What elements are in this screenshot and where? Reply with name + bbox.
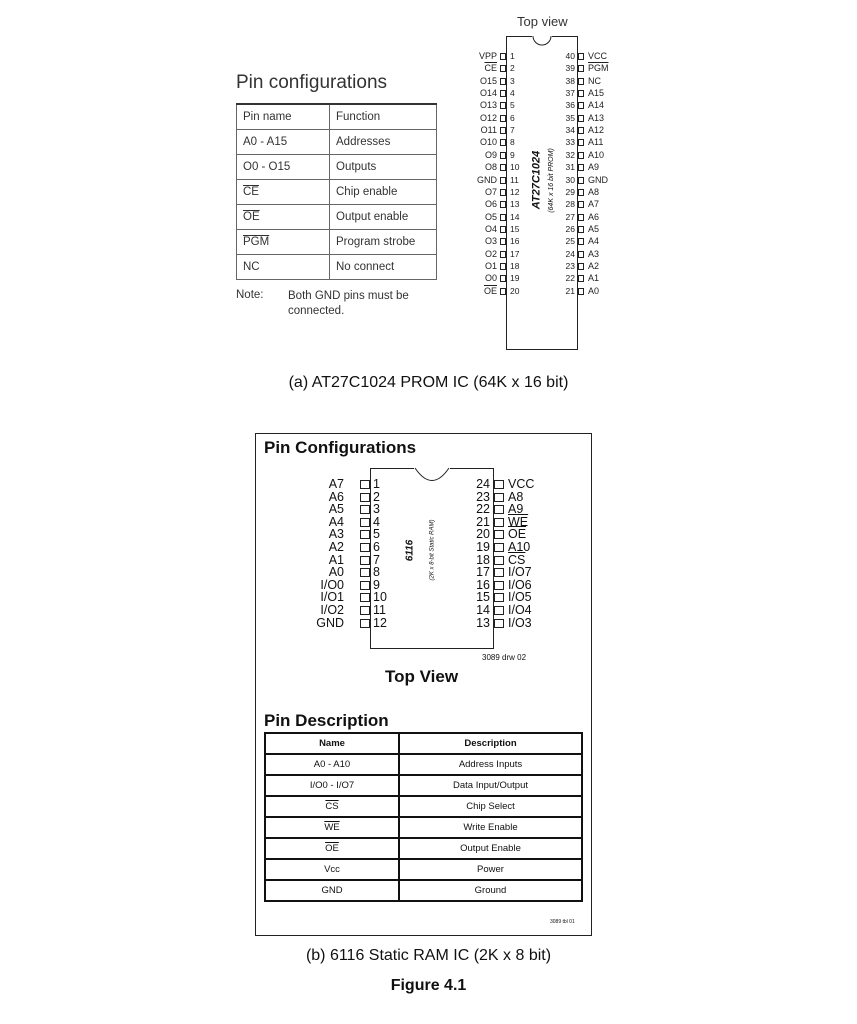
fig-a-pin-name-cell [237, 130, 330, 155]
fig-a-right-pin-box [578, 90, 584, 97]
fig-b-description-table [264, 732, 583, 902]
fig-a-table-body [237, 130, 437, 280]
fig-b-right-pin-name: I/O3 [508, 615, 532, 630]
fig-a-right-pin-box [578, 53, 584, 60]
fig-a-table-header-row [237, 104, 437, 130]
fig-a-right-pin-number: 40 [565, 51, 575, 61]
fig-a-left-pin-name: GND [477, 174, 497, 185]
fig-b-right-pin-box [494, 568, 504, 577]
fig-a-left-pin-number: 2 [510, 63, 515, 74]
fig-a-right-pin-name: A13 [588, 112, 605, 123]
fig-a-left-pin-number: 14 [510, 211, 520, 222]
fig-a-right-pin-name: A5 [588, 223, 600, 234]
fig-b-left-pin-number: 7 [373, 552, 380, 567]
fig-b-table-label: 3089 tbl 01 [550, 919, 575, 925]
fig-a-left-pin-number: 7 [510, 125, 515, 136]
fig-b-left-pin-name: I/O1 [320, 590, 344, 605]
fig-b-right-pin-box [494, 619, 504, 628]
fig-b-right-pin-number: 13 [476, 615, 490, 630]
fig-b-left-pin-box [360, 530, 370, 539]
fig-a-caption: (a) AT27C1024 PROM IC (64K x 16 bit) [288, 374, 569, 391]
fig-a-left-pin-box [500, 201, 506, 208]
fig-b-right-pin-number: 14 [476, 603, 490, 617]
fig-b-left-pin-number: 5 [373, 527, 380, 542]
fig-a-right-pin-box [578, 115, 584, 122]
fig-b-right-pin-box [494, 505, 504, 514]
fig-a-right-pin-box [578, 214, 584, 221]
fig-b-pin-description: Chip Select [399, 796, 582, 817]
fig-b-pin-name: $\overline{CS}$ [325, 801, 339, 812]
fig-b-left-pin-name: GND [316, 615, 344, 630]
fig-a-left-pin-number: 20 [510, 285, 520, 296]
fig-a-right-pin-name: A11 [588, 137, 604, 148]
fig-b-left-pin-box [360, 593, 370, 602]
fig-b-right-pin-box [494, 530, 504, 539]
fig-b-right-pin-box [494, 493, 504, 502]
fig-a-right-pin-box [578, 201, 584, 208]
fig-a-left-pin-box [500, 189, 506, 196]
fig-a-left-pin-number: 16 [510, 236, 520, 247]
fig-a-left-pin-number: 18 [510, 260, 520, 271]
fig-b-caption: (b) 6116 Static RAM IC (2K x 8 bit) [305, 947, 552, 964]
fig-a-left-pin-name: $\overline{CE}$ [484, 63, 497, 74]
figure-caption: Figure 4.1 [390, 977, 467, 994]
fig-a-left-pin-number: 17 [510, 248, 520, 259]
fig-a-right-pin-number: 37 [565, 88, 575, 99]
fig-a-left-pin-number: 3 [510, 75, 515, 86]
fig-b-pin-name: A0 - A10 [313, 759, 351, 770]
fig-b-pin-description: Ground [399, 880, 582, 901]
fig-a-left-pin-number: 10 [510, 162, 520, 173]
fig-a-left-pin-box [500, 288, 506, 295]
fig-a-pin-name: $\overline{CE}$ [243, 186, 259, 198]
fig-b-pin-name: $\overline{WE}$ [324, 822, 340, 833]
fig-b-left-pin-box [360, 556, 370, 565]
fig-b-right-pin-number: 21 [476, 514, 490, 529]
fig-b-left-pin-name: A2 [328, 540, 344, 554]
fig-a-left-pin-name: O6 [484, 199, 497, 210]
fig-b-left-pin-name: A5 [328, 502, 344, 517]
fig-a-left-pin-box [500, 127, 506, 134]
fig-a-right-pin-name: A14 [588, 100, 605, 111]
fig-b-left-pin-number: 6 [373, 540, 380, 554]
fig-b-left-pin-number: 12 [373, 615, 387, 630]
fig-a-left-pin-box [500, 65, 506, 72]
fig-a-chip-desc: (64K x 16 bit PROM) [547, 147, 555, 213]
fig-a-right-pin-number: 35 [565, 112, 575, 123]
fig-a-right-pin-name: A12 [588, 125, 605, 136]
fig-a-left-pin-number: 15 [510, 223, 520, 234]
fig-a-left-pin-name: O9 [484, 149, 497, 160]
fig-b-right-pin-name: A9 [508, 502, 524, 517]
fig-a-left-pin-box [500, 177, 506, 184]
fig-b-left-pin-box [360, 581, 370, 590]
fig-a-right-pin-name: A4 [588, 236, 600, 247]
fig-a-left-pin-name: $\overline{OE}$ [483, 285, 497, 296]
fig-b-table-header-row [265, 733, 582, 754]
fig-a-left-pin-name: O0 [484, 273, 497, 284]
fig-a-left-pin-name: O4 [484, 223, 497, 234]
fig-a-left-pin-box [500, 251, 506, 258]
fig-b-right-pin-name: I/O6 [508, 577, 532, 592]
fig-a-right-pin-name: $\overline{PGM}$ [588, 63, 609, 74]
fig-a-left-pin-number: 19 [510, 273, 520, 284]
fig-b-table-body [265, 754, 582, 901]
fig-b-left-pin-number: 11 [373, 603, 386, 617]
fig-b-right-pin-name: VCC [508, 477, 535, 491]
fig-a-table-row [237, 205, 437, 230]
fig-b-top-view-label: Top View [385, 667, 459, 686]
fig-a-left-pin-box [500, 263, 506, 270]
fig-a-right-pin-name: A6 [588, 211, 600, 222]
fig-a-right-pin-number: 32 [565, 149, 575, 160]
fig-b-pin-description: Data Input/Output [399, 775, 582, 796]
fig-a-note-text: Both GND pins must be connected. [288, 290, 409, 317]
fig-b-right-pin-box [494, 480, 504, 489]
fig-b-left-pin-box [360, 619, 370, 628]
fig-a-right-pin-number: 27 [565, 211, 575, 222]
fig-a-left-pin-box [500, 90, 506, 97]
fig-a-right-pin-box [578, 226, 584, 233]
fig-b-left-pin-name: A4 [328, 514, 344, 529]
fig-a-left-pin-name: O1 [484, 260, 497, 271]
fig-b-right-pin-name: $\overline{CS}$ [508, 552, 526, 567]
fig-b-right-pin-name: I/O4 [508, 603, 532, 617]
fig-a-right-pin-number: 29 [565, 186, 575, 197]
fig-a-left-pin-name: O12 [479, 112, 497, 123]
fig-a-right-pin-number: 24 [565, 248, 575, 259]
fig-a-left-pin-number: 1 [510, 51, 515, 61]
fig-a-chip-name: AT27C1024 [529, 150, 542, 210]
fig-b-right-pin-box [494, 581, 504, 590]
fig-a-pin-name: $\overline{OE}$ [243, 211, 260, 223]
fig-a-left-pin-box [500, 53, 506, 60]
fig-a-right-pin-box [578, 139, 584, 146]
fig-b-table-row [265, 859, 582, 880]
fig-a-left-pin-box [500, 152, 506, 159]
fig-b-left-pin-name: A6 [328, 489, 344, 504]
fig-a-right-pin-box [578, 288, 584, 295]
fig-b-drawing-label: 3089 drw 02 [482, 653, 527, 662]
fig-a-right-pin-number: 38 [565, 75, 575, 86]
fig-a-pin-name: A0 - A15 [243, 136, 288, 148]
fig-b-left-pin-name: I/O2 [320, 603, 344, 617]
fig-b-left-pin-name: I/O0 [320, 577, 344, 592]
fig-a-left-pin-name: VPP [478, 51, 497, 61]
fig-a-pin-name-cell [237, 180, 330, 205]
fig-a-right-pin-name: VCC [588, 51, 608, 61]
fig-b-left-pin-number: 1 [373, 477, 380, 491]
fig-a-right-pin-box [578, 164, 584, 171]
fig-b-name-cell [265, 775, 399, 796]
fig-b-title: Pin Configurations [264, 438, 417, 457]
fig-a-pin-name: O0 - O15 [243, 161, 291, 173]
fig-a-right-pin-number: 34 [565, 125, 575, 136]
fig-b-pin-name: Vcc [324, 864, 340, 875]
fig-b-left-pin-name: A7 [328, 477, 344, 491]
fig-a-pin-name: NC [243, 261, 260, 273]
fig-b-table-row [265, 880, 582, 901]
fig-a-pin-function: Output enable [330, 205, 437, 230]
fig-a-left-pin-number: 5 [510, 100, 515, 111]
fig-a-left-pin-box [500, 238, 506, 245]
fig-a-right-pin-name: A1 [588, 273, 600, 284]
fig-b-left-pin-name: A3 [328, 527, 344, 542]
fig-a-table-row [237, 180, 437, 205]
fig-b-pin-name: $\overline{OE}$ [325, 843, 339, 854]
fig-a-left-pin-box [500, 102, 506, 109]
fig-b-header-description: Description [399, 733, 582, 754]
fig-a-right-pin-number: 25 [565, 236, 575, 247]
fig-a-right-pin-box [578, 189, 584, 196]
fig-b-right-pin-number: 17 [476, 565, 490, 580]
fig-a-table-row [237, 130, 437, 155]
fig-a-right-pin-name: A0 [588, 285, 600, 296]
fig-a-right-pin-name: A2 [588, 260, 600, 271]
fig-a-right-pin-number: 33 [565, 137, 575, 148]
fig-b-left-pin-name: A1 [328, 552, 344, 567]
fig-a-left-pin-number: 13 [510, 199, 520, 210]
fig-a-left-pin-name: O2 [484, 248, 497, 259]
fig-b-left-pin-box [360, 505, 370, 514]
fig-b-right-pin-name: A8 [508, 489, 524, 504]
fig-a-left-pin-box [500, 115, 506, 122]
fig-b-name-cell [265, 859, 399, 880]
fig-b-chip-notch [414, 467, 450, 485]
fig-a-pin-name: $\overline{PGM}$ [243, 236, 270, 248]
fig-a-right-pin-number: 39 [565, 63, 575, 74]
fig-a-right-pin-name: A8 [588, 186, 600, 197]
fig-a-right-pin-box [578, 251, 584, 258]
fig-a-right-pin-number: 26 [565, 223, 575, 234]
fig-b-pin-description: Output Enable [399, 838, 582, 859]
fig-b-left-pin-box [360, 543, 370, 552]
fig-a-pin-name-cell [237, 205, 330, 230]
fig-b-name-cell [265, 880, 399, 901]
fig-a-right-pin-number: 36 [565, 100, 575, 111]
fig-a-pin-name-cell [237, 255, 330, 280]
fig-a-left-pin-number: 4 [510, 88, 515, 99]
fig-b-header-name: Name [265, 733, 399, 754]
fig-b-name-cell [265, 838, 399, 859]
fig-a-left-pin-number: 8 [510, 137, 515, 148]
fig-a-right-pin-box [578, 238, 584, 245]
fig-b-pin-description: Address Inputs [399, 754, 582, 775]
fig-b-left-pin-name: A0 [328, 565, 344, 580]
fig-a-left-pin-number: 6 [510, 112, 515, 123]
fig-a-table-row [237, 230, 437, 255]
fig-a-right-pin-number: 21 [565, 285, 575, 296]
fig-a-left-pin-name: O8 [484, 162, 497, 173]
fig-a-right-pin-box [578, 152, 584, 159]
fig-b-name-cell [265, 817, 399, 838]
fig-b-right-pin-number: 16 [476, 577, 490, 592]
fig-a-right-pin-number: 28 [565, 199, 575, 210]
fig-b-right-pin-name: $\overline{WE}$ [508, 514, 529, 529]
fig-b-right-pin-number: 23 [476, 489, 490, 504]
fig-b-right-pin-name: I/O7 [508, 565, 532, 580]
fig-b-left-pin-number: 10 [373, 590, 387, 605]
fig-a-pin-function: Chip enable [330, 180, 437, 205]
fig-b-table-row [265, 838, 582, 859]
fig-b-right-pin-number: 15 [476, 590, 490, 605]
fig-b-table-row [265, 796, 582, 817]
fig-b-name-cell [265, 754, 399, 775]
fig-b-right-pin-number: 24 [476, 477, 490, 491]
fig-b-table-row [265, 775, 582, 796]
fig-b-left-pin-box [360, 606, 370, 615]
fig-b-left-pin-box [360, 493, 370, 502]
fig-a-left-pin-name: O15 [479, 75, 497, 86]
fig-a-note-label: Note: [236, 289, 264, 301]
fig-a-right-pin-box [578, 102, 584, 109]
fig-b-left-pin-number: 3 [373, 502, 380, 517]
fig-a-right-pin-name: NC [588, 75, 601, 86]
fig-a-left-pin-box [500, 214, 506, 221]
fig-a-right-pin-name: A3 [588, 248, 600, 259]
fig-a-chip-notch [532, 35, 552, 46]
fig-a-top-view-label: Top view [517, 14, 568, 29]
fig-a-right-pin-name: A15 [588, 88, 605, 99]
fig-b-left-pin-number: 8 [373, 565, 380, 580]
fig-a-right-pin-box [578, 275, 584, 282]
fig-b-left-pin-number: 9 [373, 577, 380, 592]
fig-b-chip-desc: (2K x 8-bit Static RAM) [429, 519, 436, 581]
fig-b-right-pin-number: 19 [476, 540, 490, 554]
fig-a-left-pin-name: O10 [479, 137, 497, 148]
fig-a-table-row [237, 255, 437, 280]
fig-a-right-pin-name: A7 [588, 199, 600, 210]
fig-a-left-pin-name: O7 [484, 186, 497, 197]
fig-a-header-function: Function [330, 104, 437, 130]
fig-b-pin-name: I/O0 - I/O7 [309, 780, 355, 791]
fig-b-pin-name: GND [321, 885, 343, 896]
fig-a-left-pin-box [500, 139, 506, 146]
fig-b-left-pin-number: 4 [373, 514, 380, 529]
fig-a-pin-name-cell [237, 155, 330, 180]
fig-a-pin-function: Program strobe [330, 230, 437, 255]
fig-b-left-pin-box [360, 518, 370, 527]
fig-a-left-pin-name: O14 [479, 88, 497, 99]
fig-b-right-pin-name: A10 [508, 540, 531, 554]
fig-b-left-pin-number: 2 [373, 489, 380, 504]
fig-b-right-pin-box [494, 593, 504, 602]
fig-a-left-pin-name: O11 [480, 125, 497, 136]
fig-a-right-pin-box [578, 78, 584, 85]
fig-a-right-pin-number: 22 [565, 273, 575, 284]
fig-b-table-row [265, 754, 582, 775]
fig-a-right-pin-name: A9 [588, 162, 600, 173]
fig-a-left-pin-number: 11 [510, 174, 519, 185]
fig-a-header-pin-name: Pin name [237, 104, 330, 130]
fig-a-title: Pin configurations [236, 72, 388, 93]
fig-b-right-pin-box [494, 556, 504, 565]
fig-a-right-pin-box [578, 127, 584, 134]
fig-b-description-title: Pin Description [264, 711, 389, 730]
fig-b-chip-name: 6116 [404, 539, 416, 561]
fig-b-left-pin-box [360, 568, 370, 577]
fig-a-right-pin-name: A10 [588, 149, 605, 160]
fig-b-right-pin-name: $\overline{OE}$ [508, 527, 527, 542]
fig-b-pin-description: Power [399, 859, 582, 880]
fig-a-pin-function: No connect [330, 255, 437, 280]
fig-a-pin-function: Outputs [330, 155, 437, 180]
fig-a-left-pin-name: O13 [479, 100, 497, 111]
fig-b-right-pin-number: 18 [476, 552, 490, 567]
fig-a-left-pin-box [500, 78, 506, 85]
fig-b-right-pin-box [494, 518, 504, 527]
fig-a-right-pin-number: 23 [565, 260, 575, 271]
fig-a-right-pin-box [578, 263, 584, 270]
fig-b-right-pin-number: 20 [476, 527, 490, 542]
fig-a-pin-function: Addresses [330, 130, 437, 155]
fig-b-left-pin-box [360, 480, 370, 489]
fig-a-table-row [237, 155, 437, 180]
fig-a-right-pin-name: GND [588, 174, 608, 185]
fig-b-right-pin-box [494, 543, 504, 552]
fig-a-left-pin-number: 12 [510, 186, 520, 197]
fig-a-right-pin-number: 31 [565, 162, 575, 173]
fig-a-left-pin-box [500, 164, 506, 171]
fig-b-pin-description: Write Enable [399, 817, 582, 838]
fig-b-right-pin-number: 22 [476, 502, 490, 517]
fig-a-pin-name-cell [237, 230, 330, 255]
fig-a-left-pin-name: O3 [484, 236, 497, 247]
fig-a-right-pin-box [578, 177, 584, 184]
fig-a-left-pin-box [500, 275, 506, 282]
fig-a-pin-table [236, 103, 437, 280]
fig-a-right-pin-box [578, 65, 584, 72]
fig-a-right-pin-number: 30 [565, 174, 575, 185]
fig-b-right-pin-name: I/O5 [508, 590, 532, 605]
fig-b-right-pin-box [494, 606, 504, 615]
fig-a-left-pin-number: 9 [510, 149, 515, 160]
fig-a-left-pin-box [500, 226, 506, 233]
fig-b-name-cell [265, 796, 399, 817]
fig-b-table-row [265, 817, 582, 838]
fig-a-left-pin-name: O5 [484, 211, 497, 222]
